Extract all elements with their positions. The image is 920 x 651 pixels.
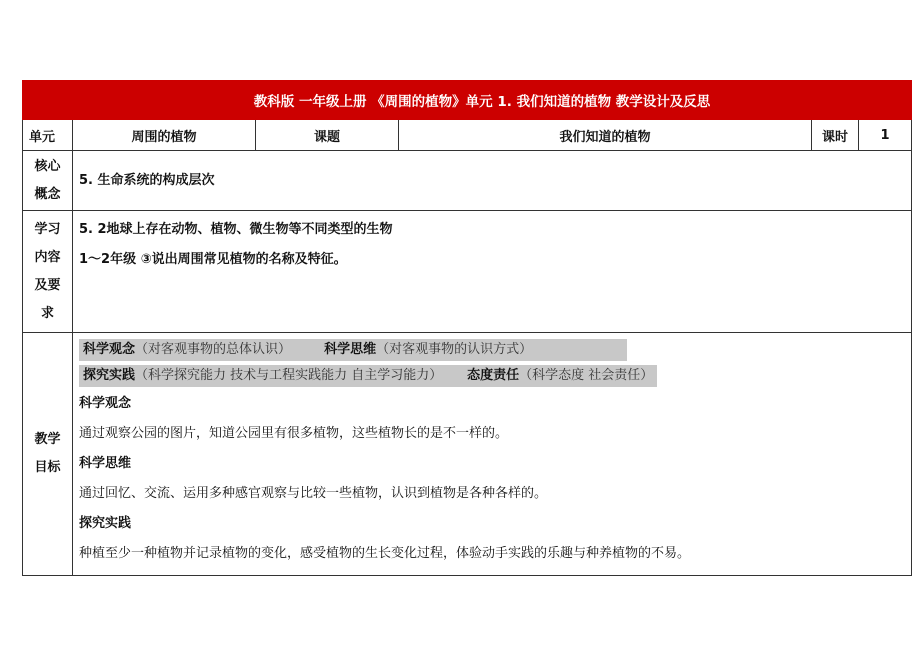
core-concept-cell [73,151,912,211]
lesson-plan-table [22,80,912,576]
goals-cell [73,333,912,576]
core-concept-label [23,151,73,211]
tag-science-thinking-desc: （对客观事物的认识方式） [376,342,533,357]
learning-label [23,211,73,333]
learning-label-line2: 内容 [34,249,61,265]
unit-row [23,120,912,151]
learning-line2: 1～2年级 ③说出周围常见植物的名称及特征。 [79,252,347,267]
tag-attitude-responsibility: 态度责任 [467,368,520,383]
title-banner-row [23,81,912,120]
lesson-plan-document [22,80,911,576]
goals-row [23,333,912,576]
tag-science-concept-desc: （对客观事物的总体认识） [135,342,292,357]
learning-row [23,211,912,333]
core-concept-text: 5. 生命系统的构成层次 [79,172,215,188]
goal-section-text-1: 通过观察公园的图片，知道公园里有很多植物，这些植物长的是不一样的。 [79,426,509,441]
goals-label-line1: 教学 [34,432,61,447]
goals-tags-line2 [79,363,905,389]
tag-science-concept: 科学观念 [83,342,136,357]
goals-tags-line1 [79,337,905,363]
goal-section-text-3: 种植至少一种植物并记录植物的变化，感受植物的生长变化过程，体验动手实践的乐趣与种养植物的不易。 [79,546,691,561]
learning-label-line1: 学习 [34,221,61,237]
hours-label: 课时 [812,120,859,151]
title-banner [23,81,912,120]
goal-section-title-3: 探究实践 [79,516,132,531]
unit-label: 单元 [23,120,73,151]
document-title: 教科版 一年级上册 《周围的植物》单元 1. 我们知道的植物 教学设计及反思 [253,94,711,110]
tag-science-thinking: 科学思维 [324,342,377,357]
tag-inquiry-practice: 探究实践 [83,368,136,383]
learning-label-line4: 求 [40,305,54,321]
learning-cell [73,211,912,333]
core-concept-label-line1: 核心 [34,158,61,174]
topic-value: 我们知道的植物 [399,120,812,151]
tag-inquiry-practice-desc: （科学探究能力 技术与工程实践能力 自主学习能力） [135,368,443,383]
core-concept-label-line2: 概念 [34,186,61,202]
goal-section-text-2: 通过回忆、交流、运用多种感官观察与比较一些植物，认识到植物是各种各样的。 [79,486,548,501]
goals-tag-highlight-2 [79,365,657,387]
learning-line1: 5. 2地球上存在动物、植物、微生物等不同类型的生物 [79,222,393,237]
goal-section-title-1: 科学观念 [79,396,132,411]
goals-label [23,333,73,576]
hours-value: 1 [859,120,912,151]
learning-label-line3: 及要 [34,277,61,293]
unit-value: 周围的植物 [73,120,256,151]
tag-attitude-responsibility-desc: （科学态度 社会责任） [519,368,654,383]
topic-label: 课题 [256,120,399,151]
goal-section-title-2: 科学思维 [79,456,132,471]
core-concept-row [23,151,912,211]
goals-tag-highlight-1 [79,339,627,361]
goals-label-line2: 目标 [34,460,61,475]
